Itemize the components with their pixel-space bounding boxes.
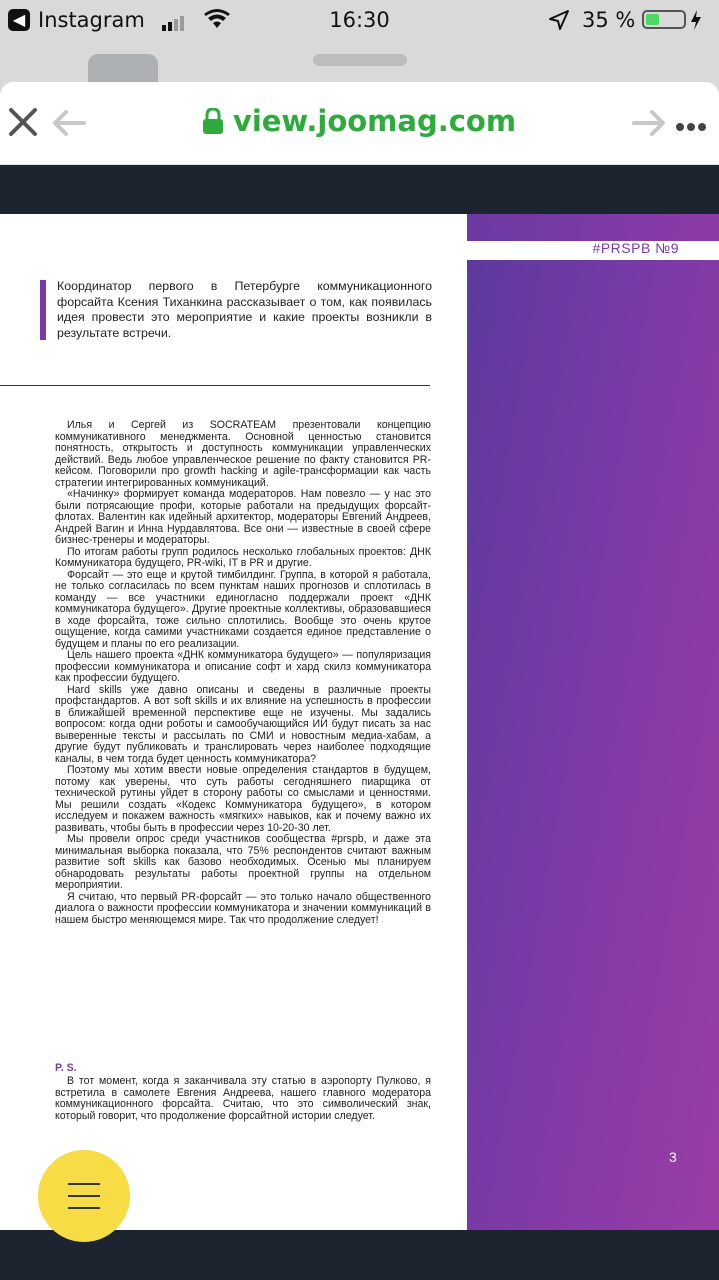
paragraph: Цель нашего проекта «ДНК коммуникатора будущего» — популяризация профессии коммуникатора и описание софт и хард скилз коммуникатора как профессии будущего.: [55, 649, 431, 684]
ps-text: [55, 1076, 431, 1122]
paragraph: «Начинку» формирует команда модераторов. Нам повезло — у нас это были потрясающие профи, которые работали на предыдущих форсайт-флотах. Валентин как идейный архитектор, модераторы Евгений Андреев, Андрей Вагин и Инна Нурдавлятова. Все они — известные в своей сфере бизнес-тренеры и модераторы.: [55, 488, 431, 546]
ps-heading: P. S.: [55, 1062, 77, 1074]
paragraph: Мы провели опрос среди участников сообщества #prspb, и даже эта минимальная выборка показала, что 75% респондентов считают важным развитие soft skills как базово необходимых. Осенью мы планируем обнародовать результаты работы проектной группы на отдельном мероприятии.: [55, 833, 431, 891]
magazine-page: [0, 214, 467, 1230]
browser-toolbar: [0, 82, 719, 165]
paragraph: По итогам работы групп родилось несколько глобальных проектов: ДНК Коммуникатора будущего, PR-wiki, IT в PR и другие.: [55, 545, 431, 569]
article-body: [55, 420, 431, 926]
issue-tag-bar: [467, 241, 719, 260]
page-number: 3: [669, 1149, 677, 1165]
browser-sheet: [0, 82, 719, 1280]
lock-icon: [203, 108, 223, 134]
url-bar[interactable]: [0, 104, 719, 138]
paragraph: Я считаю, что первый PR-форсайт — это только начало общественного диалога о важности профессии коммуникатора и значении коммуникаций в нашем быстро меняющемся мире. Так что продолжение следует!: [55, 890, 431, 926]
status-bar: [0, 0, 719, 42]
purple-side-panel: [467, 214, 719, 1230]
menu-icon-line: [68, 1207, 100, 1209]
menu-icon-line: [68, 1195, 100, 1197]
clock: 16:30: [329, 8, 390, 32]
paragraph: Поэтому мы хотим ввести новые определения стандартов в будущем, потому как уверены, что суть работы сегодняшнего пиарщика от технической рутины уйдет в сторону работы со смыслами и ценностями. Мы решили создать «Кодекс Коммуникатора будущего», в котором исследуем и покажем важность «мягких» навыков, как и почему важно их развивать, чтобы быть в профессии через 10-20-30 лет.: [55, 764, 431, 834]
battery-icon: [642, 10, 686, 29]
article-intro: Координатор первого в Петербурге коммуникационного форсайта Ксения Тиханкина рассказывает о том, как появилась идея провести это мероприятие и какие проекты возникли в результате встречи.: [57, 279, 432, 340]
battery-fill: [646, 14, 659, 25]
sheet-grab-handle[interactable]: [313, 54, 407, 66]
paragraph: Форсайт — это еще и крутой тимбилдинг. Группа, в которой я работала, не только согласилась по всем пунктам наших прогнозов и сплотилась в команду — все участники единогласно поддержали проект «ДНК коммуникатора будущего». Другие проектные коллективы, образовавшиеся в ходе форсайта, тоже сильно сплотились. Вообще это очень крутое ощущение, когда самими участниками создается единое представление о будущем и планы по его реализации.: [55, 568, 431, 650]
more-options-icon[interactable]: [676, 118, 709, 136]
url-text: view.joomag.com: [232, 104, 517, 138]
back-to-app-icon[interactable]: ◀: [8, 9, 30, 31]
menu-button[interactable]: [38, 1150, 130, 1242]
paragraph: Hard skills уже давно описаны и сведены в различные проекты профстандартов. А вот soft skills и их влияние на успешность в профессии в ближайшей временной перспективе еще не изучены. Мы задались вопросом: когда одни роботы и самообучающийся ИИ будут писать за нас выверенные тексты и рассылать по СМИ и новостным медиа-хабам, а другие будут публиковать и транслировать через наиболее подходящие каналы, в чем тогда будет ценность коммуникатора?: [55, 683, 431, 765]
issue-tag: #PRSPB №9: [592, 240, 679, 256]
charging-icon: [690, 9, 702, 31]
back-app-label[interactable]: Instagram: [38, 8, 145, 32]
magazine-viewer[interactable]: [0, 165, 719, 1280]
menu-icon-line: [68, 1183, 100, 1185]
paragraph: В тот момент, когда я заканчивала эту статью в аэропорту Пулково, я встретила в самолете Евгения Андреева, нашего главного модератора коммуникационного форсайта. Считаю, что это символический знак, который говорит, что продолжение форсайтной истории следует.: [55, 1075, 431, 1122]
intro-accent-bar: [40, 280, 46, 340]
forward-arrow-icon[interactable]: [632, 109, 666, 137]
purple-header-strip: [467, 214, 719, 241]
location-icon: [548, 9, 570, 31]
paragraph: Илья и Сергей из SOCRATEAM презентовали концепцию коммуникативного менеджмента. Основной ценностью становится понятность, открытость и доступность коммуникации управленческих действий. Ведь любое управленческое решение по факту становится PR-кейсом. Поговорили про growth hacking и agile-трансформации как часть стратегии интегрированных коммуникаций.: [55, 419, 431, 489]
battery-percent: 35 %: [582, 8, 636, 32]
divider: [0, 385, 430, 386]
